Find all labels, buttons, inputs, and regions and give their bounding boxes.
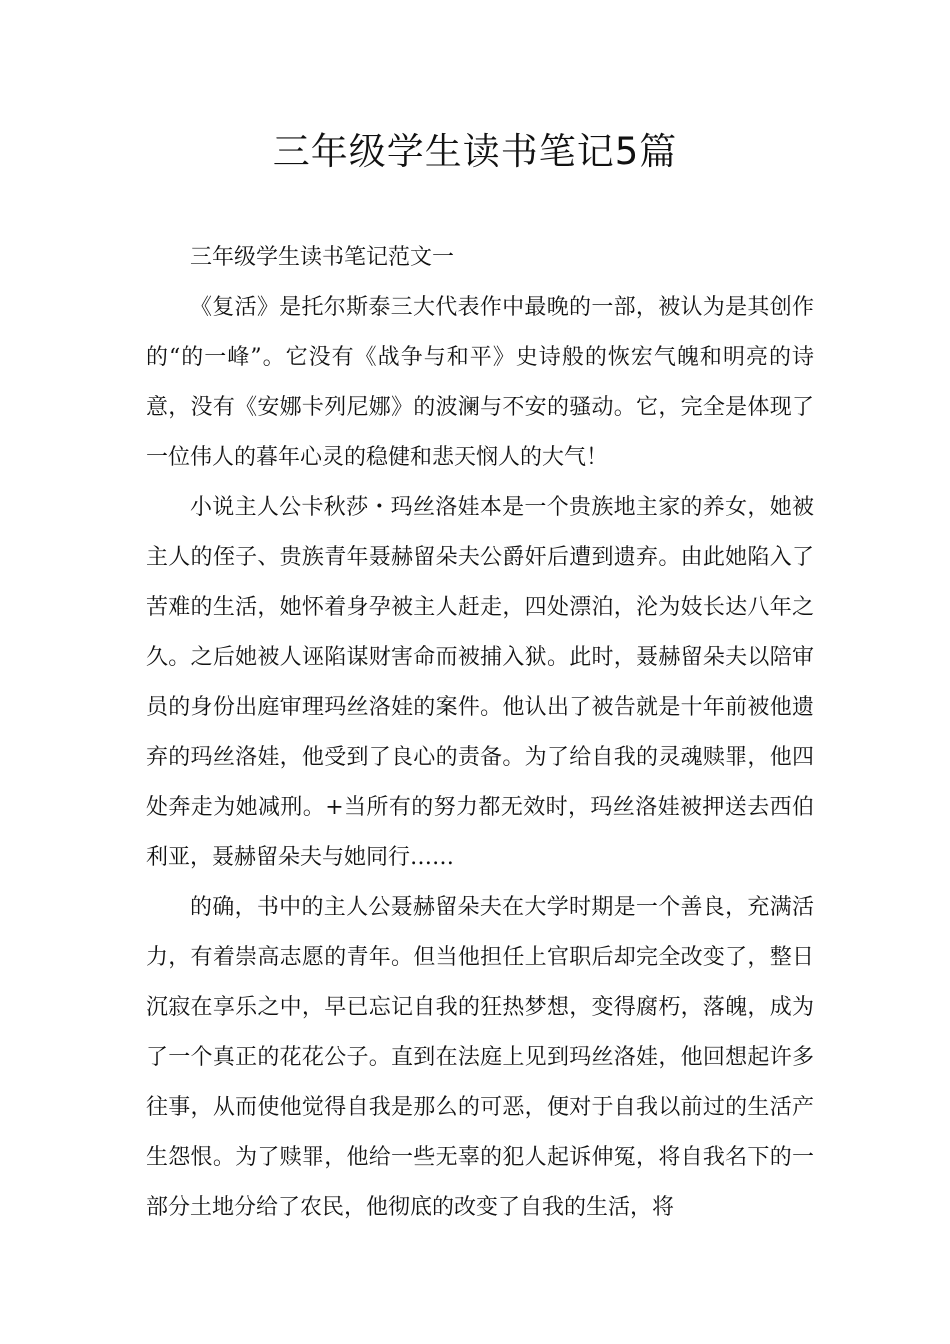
paragraph-plot: 小说主人公卡秋莎・玛丝洛娃本是一个贵族地主家的养女，她被主人的侄子、贵族青年聂赫留朵夫公爵奸后遭到遗弃。由此她陷入了苦难的生活，她怀着身孕被主人赶走，四处漂泊，沦为妓长达八年之久。之后她被人诬陷谋财害命而被捕入狱。此时，聂赫留朵夫以陪审员的身份出庭审理玛丝洛娃的案件。他认出了被告就是十年前被他遗弃的玛丝洛娃，他受到了良心的责备。为了给自我的灵魂赎罪，他四处奔走为她减刑。+当所有的努力都无效时，玛丝洛娃被押送去西伯利亚，聂赫留朵夫与她同行…… <box>146 495 814 870</box>
section-heading: 三年级学生读书笔记范文一 <box>190 245 455 270</box>
paragraph-analysis: 的确，书中的主人公聂赫留朵夫在大学时期是一个善良，充满活力，有着崇高志愿的青年。但当他担任上官职后却完全改变了，整日沉寂在享乐之中，早已忘记自我的狂热梦想，变得腐朽，落魄，成为了一个真正的花花公子。直到在法庭上见到玛丝洛娃，他回想起许多往事，从而使他觉得自我是那么的可恶，便对于自我以前过的生活产生怨恨。为了赎罪，他给一些无辜的犯人起诉伸冤，将自我名下的一部分土地分给了农民，他彻底的改变了自我的生活，将 <box>146 895 814 1220</box>
paragraph-intro: 《复活》是托尔斯泰三大代表作中最晚的一部，被认为是其创作的“的一峰”。它没有《战争与和平》史诗般的恢宏气魄和明亮的诗意，没有《安娜卡列尼娜》的波澜与不安的骚动。它，完全是体现了一位伟人的暮年心灵的稳健和悲天悯人的大气！ <box>146 295 814 470</box>
document-body <box>146 233 814 1233</box>
document-title: 三年级学生读书笔记5篇 <box>272 130 678 173</box>
